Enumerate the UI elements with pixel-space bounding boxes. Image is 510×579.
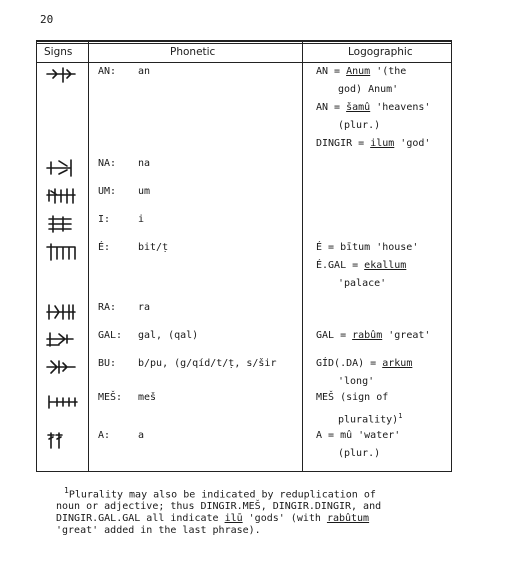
footnote-term: ilū bbox=[224, 513, 243, 525]
footnote-text: Plurality may also be indicated by reduplication of bbox=[68, 489, 376, 501]
logographic-text: 'great' bbox=[382, 330, 431, 341]
logographic-line bbox=[316, 239, 418, 257]
logographic-line bbox=[316, 135, 430, 153]
logographic-text: 'heavens' bbox=[370, 102, 431, 113]
logographic-line bbox=[316, 81, 430, 99]
logographic-line bbox=[316, 355, 412, 373]
logographic-text: plurality) bbox=[338, 414, 399, 426]
phonetic-value: bit/ṭ bbox=[138, 242, 169, 253]
phonetic-value: um bbox=[138, 186, 151, 197]
cuneiform-i-icon bbox=[42, 214, 82, 234]
footnote-line bbox=[56, 525, 452, 537]
table-bottom-rule bbox=[36, 471, 452, 472]
logographic-line bbox=[316, 63, 430, 81]
cuneiform-um-icon bbox=[42, 186, 82, 206]
logographic-entry bbox=[316, 63, 430, 153]
cuneiform-an-icon bbox=[42, 66, 82, 86]
sign-name: É: bbox=[98, 242, 111, 253]
sign-name: UM: bbox=[98, 186, 117, 197]
logographic-text: 'palace' bbox=[338, 278, 387, 289]
akkadian-term: ekallum bbox=[364, 260, 407, 271]
page-number: 20 bbox=[40, 13, 54, 26]
footnote-mark: 1 bbox=[64, 486, 69, 495]
logographic-text: god) Anum' bbox=[338, 84, 399, 95]
footnote-text: 'gods' (with bbox=[242, 513, 327, 525]
logographic-text: A = mû 'water' bbox=[316, 430, 401, 441]
footnote-line bbox=[56, 485, 452, 501]
sign-name: I: bbox=[98, 214, 111, 225]
table-right-border bbox=[451, 40, 452, 472]
sign-name: NA: bbox=[98, 158, 117, 169]
cuneiform-gal-icon bbox=[42, 330, 82, 350]
sign-name: GAL: bbox=[98, 330, 123, 341]
phonetic-value: meš bbox=[138, 392, 157, 403]
cuneiform-e-icon bbox=[42, 242, 82, 262]
akkadian-term: Anum bbox=[346, 66, 371, 77]
footnote-text: 'great' added in the last phrase). bbox=[56, 525, 261, 537]
logographic-text: (plur.) bbox=[338, 120, 381, 131]
logographic-entry bbox=[316, 427, 400, 463]
cuneiform-a-icon bbox=[42, 430, 82, 450]
cuneiform-ra-icon bbox=[42, 302, 82, 322]
akkadian-term: šamû bbox=[346, 102, 371, 113]
logographic-text: DINGIR = bbox=[316, 138, 371, 149]
footnote-term: rabûtum bbox=[326, 513, 370, 525]
akkadian-term: arkum bbox=[382, 358, 413, 369]
phonetic-value: a bbox=[138, 430, 145, 441]
footnote-line bbox=[56, 513, 452, 525]
column-divider-phonetic bbox=[302, 40, 303, 472]
logographic-entry bbox=[316, 327, 430, 345]
logographic-text: (plur.) bbox=[338, 448, 381, 459]
logographic-text: 'god' bbox=[394, 138, 431, 149]
table-left-border bbox=[36, 40, 37, 472]
footnote-line bbox=[56, 501, 452, 513]
column-divider-signs bbox=[88, 40, 89, 472]
table-top-rule bbox=[36, 40, 452, 42]
logographic-entry bbox=[316, 355, 412, 391]
logographic-line bbox=[316, 275, 418, 293]
header-phonetic: Phonetic bbox=[170, 46, 216, 58]
cuneiform-mes-icon bbox=[42, 392, 82, 412]
header-signs: Signs bbox=[44, 46, 73, 58]
phonetic-value: an bbox=[138, 66, 151, 77]
phonetic-value: ra bbox=[138, 302, 151, 313]
footnote-text: noun or adjective; thus DINGIR.MEŠ, DINGIR.DINGIR, and bbox=[56, 501, 382, 513]
logographic-line bbox=[316, 389, 402, 407]
logographic-line bbox=[316, 327, 430, 345]
logographic-text: AN = bbox=[316, 102, 347, 113]
logographic-text: GÍD(.DA) = bbox=[316, 358, 383, 369]
sign-name: MEŠ: bbox=[98, 392, 123, 403]
logographic-text: AN = bbox=[316, 66, 347, 77]
logographic-entry bbox=[316, 389, 402, 429]
akkadian-term: rabûm bbox=[352, 330, 383, 341]
header-logographic: Logographic bbox=[348, 46, 413, 58]
logographic-entry bbox=[316, 239, 418, 293]
phonetic-value: gal, (qal) bbox=[138, 330, 199, 341]
footnote-ref: 1 bbox=[398, 412, 403, 420]
cuneiform-na-icon bbox=[42, 158, 82, 178]
logographic-line bbox=[316, 117, 430, 135]
logographic-line bbox=[316, 99, 430, 117]
logographic-text: MEŠ (sign of bbox=[316, 392, 389, 403]
logographic-text: '(the bbox=[370, 66, 407, 77]
sign-name: A: bbox=[98, 430, 111, 441]
phonetic-value: i bbox=[138, 214, 145, 225]
logographic-text: GAL = bbox=[316, 330, 353, 341]
logographic-line bbox=[316, 257, 418, 275]
akkadian-term: ilum bbox=[370, 138, 395, 149]
sign-name: BU: bbox=[98, 358, 117, 369]
logographic-text: É = bītum 'house' bbox=[316, 242, 419, 253]
phonetic-value: b/pu, (g/qíd/t/ṭ, s/šir bbox=[138, 358, 277, 369]
logographic-text: 'long' bbox=[338, 376, 375, 387]
sign-name: AN: bbox=[98, 66, 117, 77]
footnote bbox=[56, 485, 452, 537]
phonetic-value: na bbox=[138, 158, 151, 169]
logographic-line bbox=[316, 445, 400, 463]
footnote-text: DINGIR.GAL.GAL all indicate bbox=[56, 513, 225, 525]
logographic-line bbox=[316, 407, 402, 429]
table-top-rule-thin bbox=[36, 43, 452, 44]
logographic-line bbox=[316, 427, 400, 445]
sign-name: RA: bbox=[98, 302, 117, 313]
logographic-text: É.GAL = bbox=[316, 260, 365, 271]
cuneiform-bu-icon bbox=[42, 358, 82, 378]
